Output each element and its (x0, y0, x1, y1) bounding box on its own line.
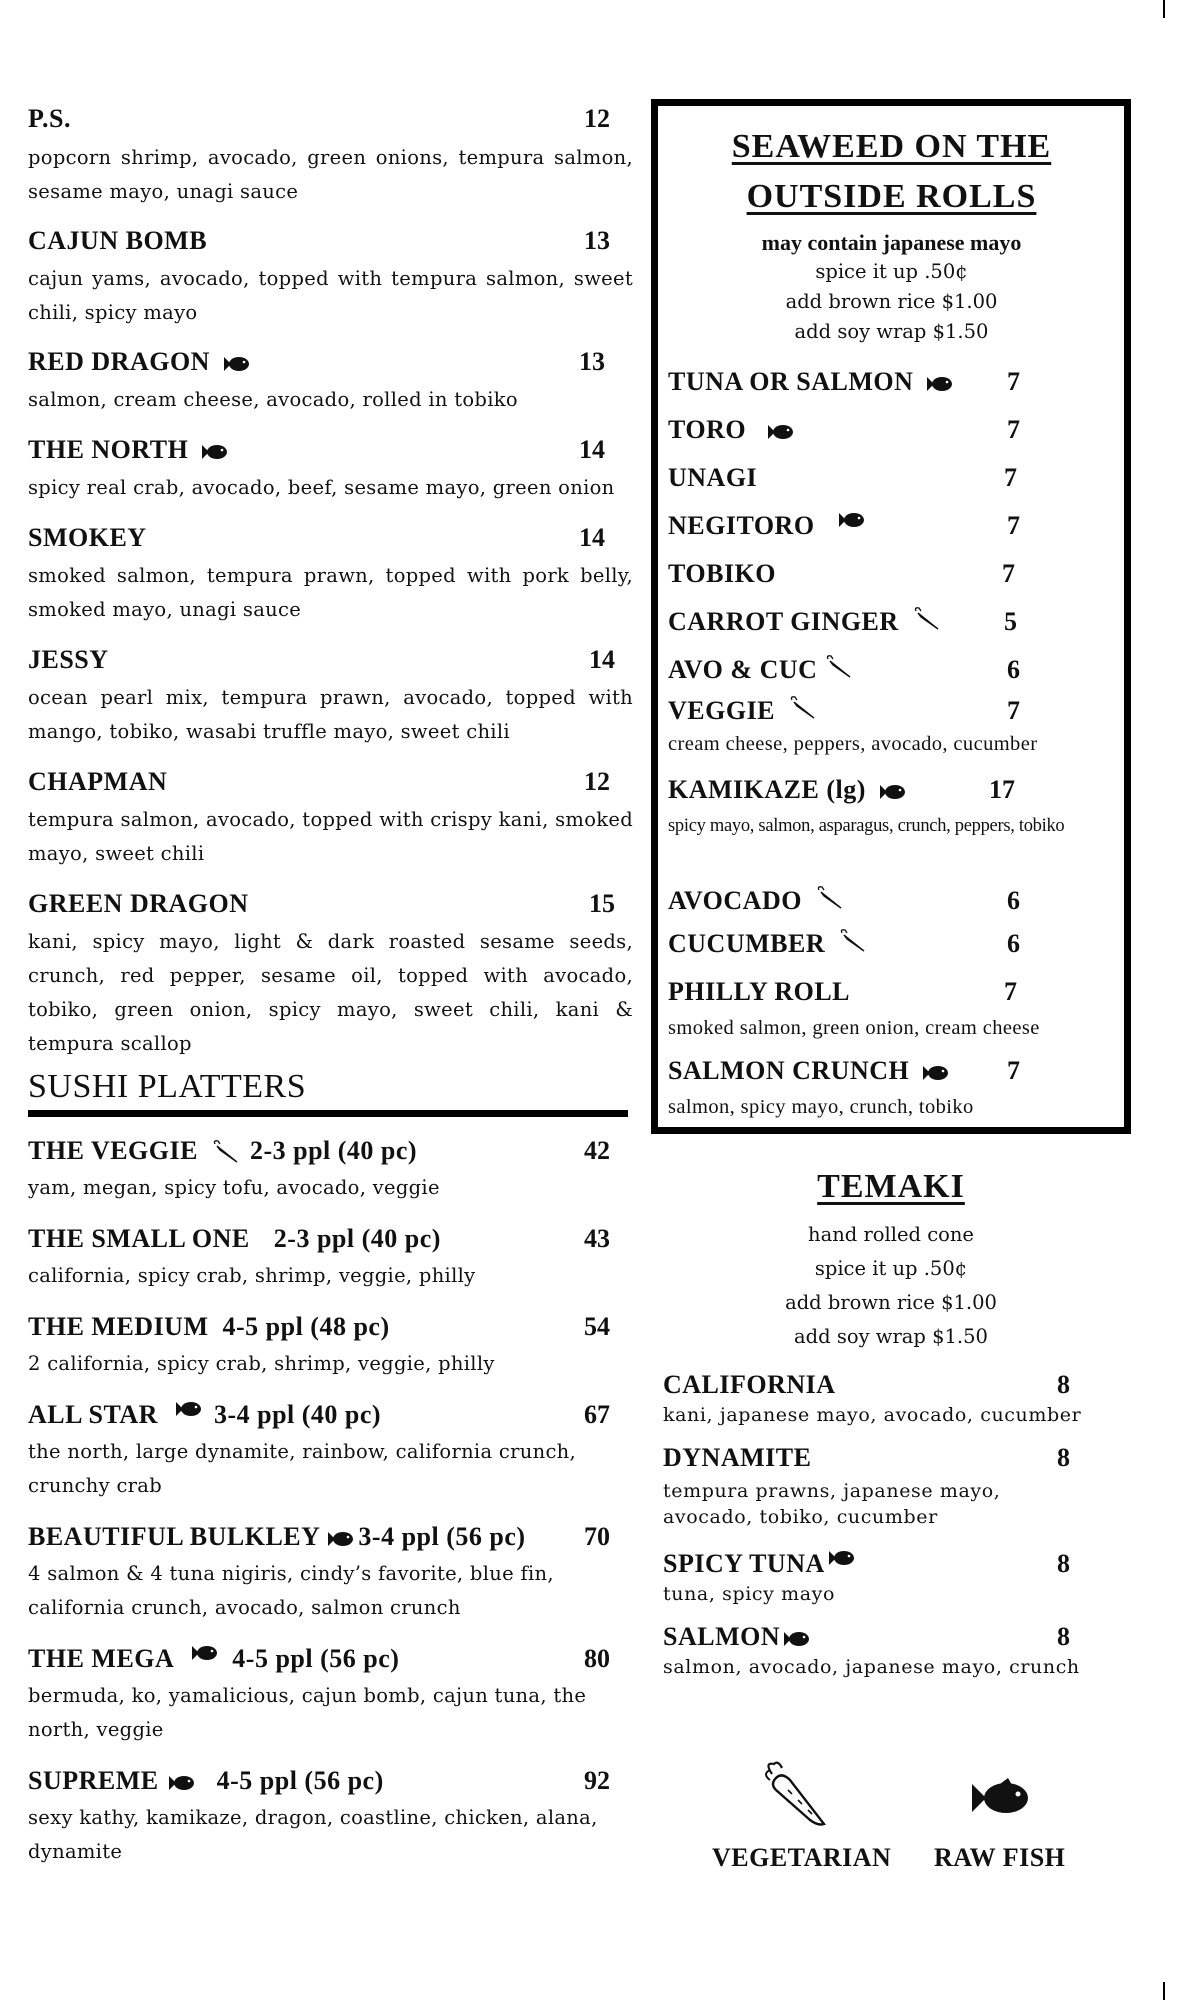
seaweed-item-text: AVO & CUC (668, 655, 818, 684)
corner-tick-bottom (1163, 1982, 1165, 2000)
temaki-item-desc: tempura prawns, japanese mayo, avocado, tobiko, cucumber (663, 1480, 1001, 1528)
seaweed-item-price: 17 (989, 775, 1015, 804)
roll-desc: salmon, cream cheese, avocado, rolled in tobiko (28, 388, 518, 411)
legend-raw-fish-label: RAW FISH (934, 1843, 1066, 1872)
seaweed-note: add soy wrap $1.50 (794, 320, 989, 343)
temaki-item-price: 8 (1057, 1622, 1070, 1651)
temaki-item-text: SALMON (663, 1622, 781, 1651)
fish-icon (925, 375, 953, 393)
fish-icon (190, 1644, 218, 1662)
temaki-note: add soy wrap $1.50 (794, 1325, 988, 1348)
seaweed-item-text: VEGGIE (668, 696, 776, 725)
seaweed-item-price: 5 (1004, 607, 1017, 636)
seaweed-item-name: PHILLY ROLL (668, 977, 851, 1006)
platter-name (28, 1136, 417, 1166)
seaweed-item-text: CARROT GINGER (668, 607, 899, 636)
seaweed-item-desc: cream cheese, peppers, avocado, cucumber (668, 733, 1038, 755)
roll-desc: tempura salmon, avocado, topped with crispy kani, smoked mayo, sweet chili (28, 808, 633, 865)
platter-price: 42 (584, 1136, 610, 1165)
corner-tick-top (1163, 0, 1165, 18)
seaweed-note-bold: may contain japanese mayo (761, 230, 1022, 255)
temaki-item-name: CALIFORNIA (663, 1370, 836, 1399)
roll-name: JESSY (28, 645, 109, 674)
platter-price: 67 (584, 1400, 610, 1429)
platter-name-text: THE VEGGIE (28, 1136, 198, 1165)
platter-desc: california, spicy crab, shrimp, veggie, philly (28, 1264, 476, 1287)
seaweed-item-name (668, 929, 867, 959)
seaweed-note: add brown rice $1.00 (785, 290, 998, 313)
seaweed-item-price: 7 (1004, 977, 1017, 1006)
roll-name (28, 347, 250, 377)
seaweed-item-text: TUNA OR SALMON (668, 367, 914, 396)
roll-name-text: THE NORTH (28, 435, 189, 464)
fish-icon (174, 1400, 202, 1418)
roll-price: 14 (579, 523, 605, 552)
seaweed-item-name (668, 367, 953, 397)
roll-price: 13 (584, 226, 610, 255)
fish-icon (222, 355, 250, 373)
fish-icon (837, 511, 865, 529)
roll-price: 14 (579, 435, 605, 464)
seaweed-item-price: 6 (1007, 655, 1020, 684)
platter-name-text: ALL STAR (28, 1400, 158, 1429)
platter-name (28, 1766, 384, 1796)
platter-desc: sexy kathy, kamikaze, dragon, coastline, chicken, alana, dynamite (28, 1806, 598, 1863)
seaweed-item-name (668, 415, 794, 445)
fish-icon (782, 1630, 810, 1648)
platter-desc: the north, large dynamite, rainbow, california crunch, crunchy crab (28, 1440, 577, 1497)
seaweed-title-line2: OUTSIDE ROLLS (746, 178, 1037, 215)
roll-desc: ocean pearl mix, tempura prawn, avocado, topped with mango, tobiko, wasabi truffle mayo, sweet chili (28, 686, 633, 743)
seaweed-item-text: TORO (668, 415, 747, 444)
fish-icon (970, 1778, 1030, 1822)
platter-price: 92 (584, 1766, 610, 1795)
seaweed-item-name (668, 886, 844, 916)
temaki-note: spice it up .50¢ (814, 1257, 968, 1280)
seaweed-item-name: TOBIKO (668, 559, 777, 588)
fish-icon (878, 783, 906, 801)
fish-icon (167, 1774, 195, 1792)
platter-desc: yam, megan, spicy tofu, avocado, veggie (28, 1176, 440, 1199)
carrot-icon (814, 886, 844, 912)
temaki-title: TEMAKI (817, 1168, 965, 1205)
platter-price: 70 (584, 1522, 610, 1551)
platter-name-text: THE SMALL ONE (28, 1224, 250, 1253)
temaki-item-price: 8 (1057, 1443, 1070, 1472)
seaweed-item-price: 7 (1007, 696, 1020, 725)
carrot-icon (210, 1140, 240, 1166)
roll-name: CAJUN BOMB (28, 226, 208, 255)
seaweed-item-name (668, 655, 853, 685)
platter-name-text: BEAUTIFUL BULKLEY (28, 1522, 321, 1551)
platter-price: 54 (584, 1312, 610, 1341)
roll-desc: popcorn shrimp, avocado, green onions, tempura salmon, sesame mayo, unagi sauce (28, 146, 633, 203)
roll-desc: smoked salmon, tempura prawn, topped with pork belly, smoked mayo, unagi sauce (28, 564, 633, 621)
fish-icon (921, 1064, 949, 1082)
temaki-item-price: 8 (1057, 1370, 1070, 1399)
seaweed-item-name (668, 696, 817, 726)
temaki-item-name (663, 1622, 810, 1652)
platter-size: 2-3 ppl (40 pc) (249, 1136, 418, 1165)
carrot-icon (760, 1760, 830, 1834)
platter-name (28, 1224, 441, 1254)
seaweed-item-price: 7 (1004, 463, 1017, 492)
platter-name-text: THE MEGA (28, 1644, 175, 1673)
platter-size: 2-3 ppl (40 pc) (273, 1224, 441, 1253)
fish-icon (200, 443, 228, 461)
platter-price: 80 (584, 1644, 610, 1673)
platter-size: 3-4 ppl (40 pc) (213, 1400, 382, 1429)
roll-price: 14 (589, 645, 615, 674)
seaweed-item-text: CUCUMBER (668, 929, 826, 958)
platters-title: SUSHI PLATTERS (28, 1068, 307, 1105)
roll-price: 12 (584, 104, 610, 133)
seaweed-item-text: KAMIKAZE (lg) (668, 775, 866, 804)
platter-name (28, 1312, 390, 1342)
temaki-item-name: DYNAMITE (663, 1443, 812, 1472)
platter-price: 43 (584, 1224, 610, 1253)
fish-icon (827, 1549, 855, 1567)
seaweed-note: spice it up .50¢ (815, 260, 968, 283)
seaweed-item-text: SALMON CRUNCH (668, 1056, 910, 1085)
seaweed-item-name (668, 775, 906, 805)
seaweed-item-price: 6 (1007, 929, 1020, 958)
temaki-item-name (663, 1549, 855, 1579)
temaki-note: hand rolled cone (808, 1223, 974, 1246)
platter-name (28, 1522, 526, 1552)
carrot-icon (787, 696, 817, 722)
platter-desc: 4 salmon & 4 tuna nigiris, cindy’s favorite, blue fin, california crunch, avocado, salmon crunch (28, 1562, 554, 1619)
roll-price: 12 (584, 767, 610, 796)
platter-name-text: SUPREME (28, 1766, 159, 1795)
roll-desc: kani, spicy mayo, light & dark roasted sesame seeds, crunch, red pepper, sesame oil, topped with avocado, tobiko, green onion, spicy mayo, sweet chili, kani & tempura scallop (28, 930, 633, 1055)
platter-size: 4-5 ppl (56 pc) (232, 1644, 400, 1673)
temaki-item-text: SPICY TUNA (663, 1549, 825, 1578)
carrot-icon (837, 929, 867, 955)
seaweed-item-price: 7 (1007, 511, 1020, 540)
platter-desc: bermuda, ko, yamalicious, cajun bomb, cajun tuna, the north, veggie (28, 1684, 587, 1741)
platter-size: 4-5 ppl (56 pc) (216, 1766, 384, 1795)
roll-name: P.S. (28, 104, 71, 133)
platter-size: 3-4 ppl (56 pc) (358, 1522, 526, 1551)
seaweed-item-price: 7 (1007, 1056, 1020, 1085)
legend-vegetarian-label: VEGETARIAN (712, 1843, 892, 1872)
platter-size: 4-5 ppl (48 pc) (222, 1312, 390, 1341)
platter-name-text: THE MEDIUM (28, 1312, 209, 1341)
seaweed-item-desc: spicy mayo, salmon, asparagus, crunch, peppers, tobiko (668, 816, 1065, 836)
fish-icon (326, 1530, 354, 1548)
seaweed-item-desc: smoked salmon, green onion, cream cheese (668, 1017, 1040, 1039)
seaweed-item-text: NEGITORO (668, 511, 815, 540)
seaweed-item-price: 7 (1007, 367, 1020, 396)
carrot-icon (823, 655, 853, 681)
seaweed-item-name (668, 511, 865, 541)
roll-name: SMOKEY (28, 523, 147, 552)
seaweed-item-desc: salmon, spicy mayo, crunch, tobiko (668, 1096, 974, 1118)
roll-desc: spicy real crab, avocado, beef, sesame mayo, green onion (28, 476, 615, 499)
temaki-item-desc: salmon, avocado, japanese mayo, crunch (663, 1656, 1080, 1678)
roll-desc: cajun yams, avocado, topped with tempura salmon, sweet chili, spicy mayo (28, 267, 633, 324)
platter-desc: 2 california, spicy crab, shrimp, veggie, philly (28, 1352, 495, 1375)
seaweed-item-name (668, 607, 941, 637)
seaweed-title-line1: SEAWEED ON THE (731, 128, 1052, 165)
temaki-item-desc: kani, japanese mayo, avocado, cucumber (663, 1404, 1082, 1426)
temaki-item-price: 8 (1057, 1549, 1070, 1578)
roll-price: 13 (579, 347, 605, 376)
seaweed-item-price: 7 (1002, 559, 1015, 588)
platter-name (28, 1644, 399, 1674)
roll-name: GREEN DRAGON (28, 889, 249, 918)
roll-name: CHAPMAN (28, 767, 168, 796)
fish-icon (766, 423, 794, 441)
platter-name (28, 1400, 381, 1430)
temaki-note: add brown rice $1.00 (785, 1291, 997, 1314)
roll-name-text: RED DRAGON (28, 347, 210, 376)
seaweed-item-text: AVOCADO (668, 886, 802, 915)
temaki-item-desc: tuna, spicy mayo (663, 1583, 836, 1605)
roll-price: 15 (589, 889, 615, 918)
carrot-icon (911, 607, 941, 633)
seaweed-item-price: 6 (1007, 886, 1020, 915)
seaweed-item-name (668, 1056, 949, 1086)
roll-name (28, 435, 228, 465)
platters-divider (28, 1110, 628, 1117)
seaweed-item-name: UNAGI (668, 463, 758, 492)
seaweed-item-price: 7 (1007, 415, 1020, 444)
